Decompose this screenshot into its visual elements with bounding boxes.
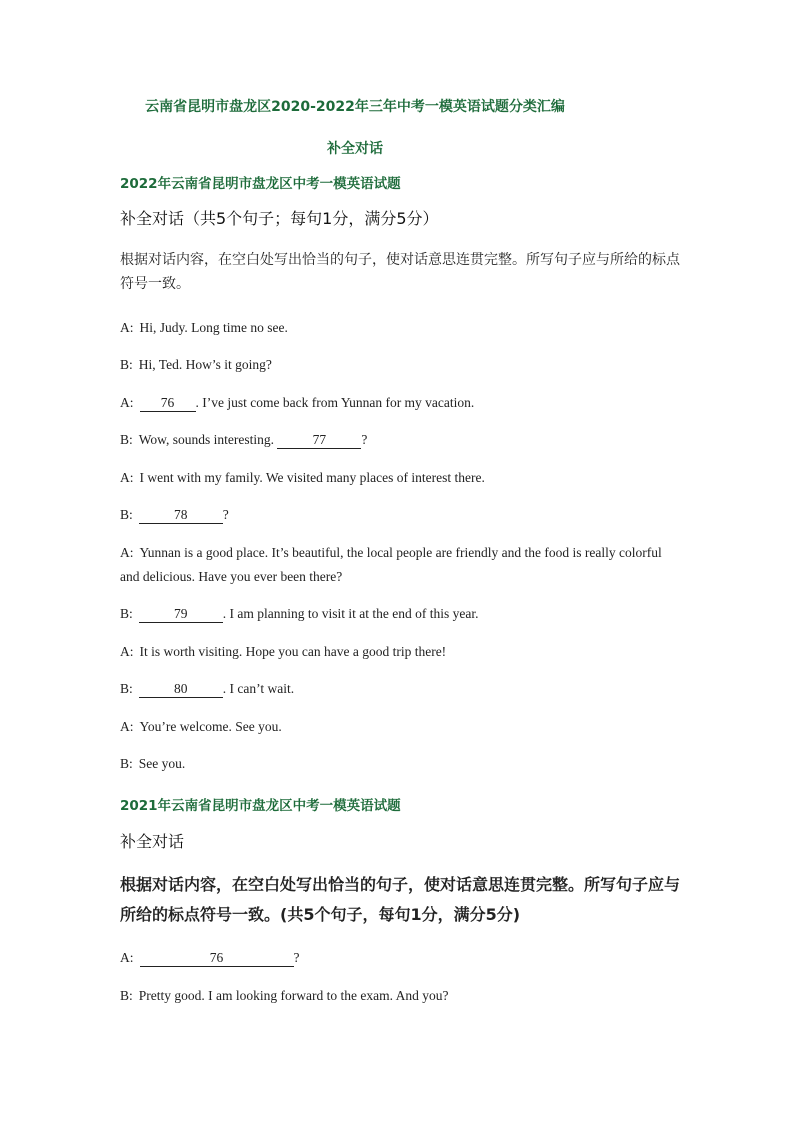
dialogue-line — [120, 640, 680, 664]
dialogue-line — [120, 316, 680, 340]
document-subtitle: 补全对话 — [327, 141, 383, 157]
answer-blank-77[interactable]: 77 — [277, 432, 361, 449]
speaker-label: A: — [120, 719, 134, 734]
document-title: 云南省昆明市盘龙区2020-2022年三年中考一模英语试题分类汇编 — [145, 99, 565, 115]
section-heading-2021: 2021年云南省昆明市盘龙区中考一模英语试题 — [120, 798, 401, 814]
line-text: ? — [222, 507, 229, 522]
line-text: See you. — [138, 756, 186, 771]
speaker-label: A: — [120, 545, 134, 560]
speaker-label: A: — [120, 320, 134, 335]
line-text: Hi, Ted. How’s it going? — [138, 357, 272, 372]
dialogue-line — [120, 353, 680, 377]
speaker-label: B: — [120, 507, 133, 522]
dialogue-line — [120, 503, 680, 527]
dialogue-line — [120, 752, 680, 776]
dialogue-line — [120, 602, 680, 626]
line-text: ? — [293, 950, 300, 965]
dialogue-line — [120, 984, 680, 1008]
dialogue-line — [120, 677, 680, 701]
line-text: Hi, Judy. Long time no see. — [139, 320, 288, 335]
dialogue-line — [120, 946, 680, 970]
question-title-2021: 补全对话 — [120, 832, 185, 851]
answer-blank-76[interactable]: 76 — [140, 950, 294, 967]
speaker-label: A: — [120, 395, 134, 410]
speaker-label: B: — [120, 756, 133, 771]
dialogue-line — [120, 391, 680, 415]
speaker-label: B: — [120, 681, 133, 696]
instruction-2022: 根据对话内容，在空白处写出恰当的句子，使对话意思连贯完整。所写句子应与所给的标点符号一致。 — [120, 252, 680, 292]
speaker-label: B: — [120, 432, 133, 447]
line-text: I went with my family. We visited many places of interest there. — [139, 470, 485, 485]
speaker-label: A: — [120, 644, 134, 659]
speaker-label: B: — [120, 988, 133, 1003]
line-text: You’re welcome. See you. — [139, 719, 282, 734]
answer-blank-76[interactable]: 76 — [140, 395, 196, 412]
speaker-label: B: — [120, 606, 133, 621]
line-text: . I’ve just come back from Yunnan for my vacation. — [195, 395, 475, 410]
line-text: Wow, sounds interesting. — [138, 432, 278, 447]
speaker-label: B: — [120, 357, 133, 372]
line-text: Yunnan is a good place. It’s beautiful, the local people are friendly and the food is really colorful and delicious. Have you ever been there? — [120, 545, 662, 584]
instruction-2021: 根据对话内容，在空白处写出恰当的句子，使对话意思连贯完整。所写句子应与所给的标点符号一致。(共5个句子，每句1分，满分5分) — [120, 875, 681, 924]
answer-blank-79[interactable]: 79 — [139, 606, 223, 623]
line-text: . I am planning to visit it at the end of this year. — [222, 606, 479, 621]
dialogue-line — [120, 466, 680, 490]
line-text: Pretty good. I am looking forward to the exam. And you? — [138, 988, 449, 1003]
speaker-label: A: — [120, 950, 134, 965]
answer-blank-80[interactable]: 80 — [139, 681, 223, 698]
speaker-label: A: — [120, 470, 134, 485]
dialogue-line — [120, 428, 680, 452]
line-text: ? — [361, 432, 368, 447]
dialogue-line — [120, 541, 680, 589]
question-title-2022: 补全对话（共5个句子；每句1分，满分5分） — [120, 209, 439, 228]
section-heading-2022: 2022年云南省昆明市盘龙区中考一模英语试题 — [120, 176, 401, 192]
dialogue-line — [120, 715, 680, 739]
answer-blank-78[interactable]: 78 — [139, 507, 223, 524]
line-text: . I can’t wait. — [222, 681, 295, 696]
line-text: It is worth visiting. Hope you can have a good trip there! — [139, 644, 447, 659]
